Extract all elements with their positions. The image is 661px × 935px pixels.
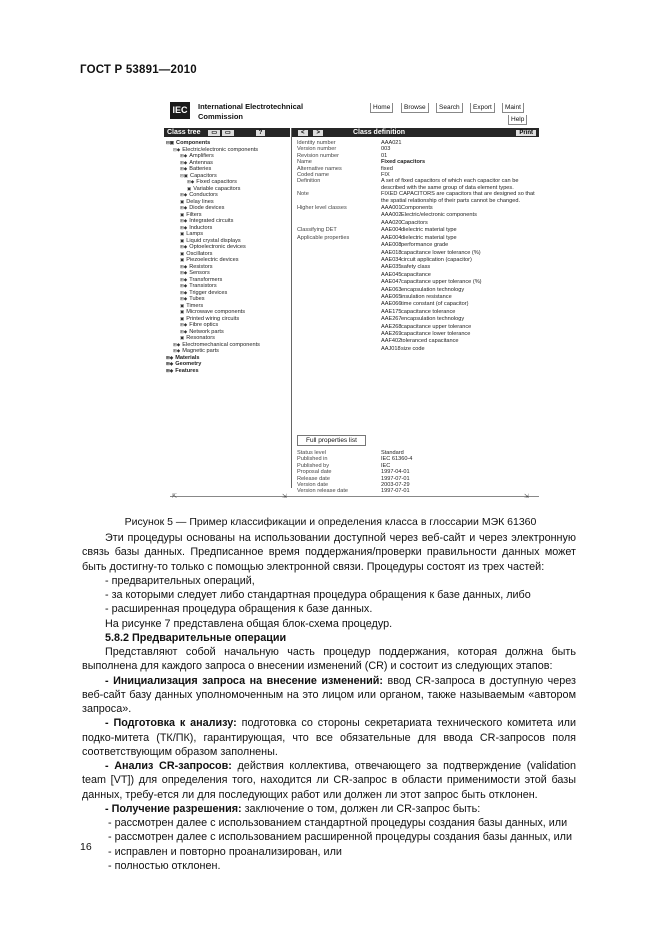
applicable-property-code[interactable]: AAE269	[381, 330, 402, 337]
nav-maint[interactable]: Maint	[502, 103, 524, 113]
tree-node-label: Transistors	[189, 283, 217, 289]
tree-node-label: Fibre optics	[189, 322, 219, 328]
applicable-property-label	[297, 301, 377, 308]
tree-node-label: Lamps	[186, 231, 204, 237]
applicable-property-name: insulation resistance	[401, 293, 452, 300]
field-label: Version number	[297, 146, 337, 153]
tree-node-label: Timers	[186, 302, 204, 309]
tree-node-icon: ▣	[187, 185, 192, 191]
list-item: - рассмотрен далее с использованием стандартной процедуры создания базы данных, или	[108, 817, 568, 829]
applicable-property-name: dielectric material type	[401, 234, 457, 241]
applicable-property-label	[297, 272, 377, 279]
page-number: 16	[80, 841, 92, 853]
tree-node-label: Batteries	[189, 166, 212, 172]
list-item: - полностью отклонен.	[108, 859, 221, 872]
tree-node-label: Diode devices	[189, 205, 225, 211]
higher-class-name: Electric/electronic components	[401, 212, 477, 219]
tree-node-label: Printed wiring circuits	[186, 315, 240, 322]
tree-node-icon: ⊞◆	[180, 159, 188, 165]
applicable-property-name: capacitance	[401, 271, 431, 278]
classifying-det-label: Classifying DET	[297, 227, 337, 234]
applicable-property-code[interactable]: AAF402	[381, 338, 402, 345]
tree-node-label: Trigger devices	[189, 289, 228, 296]
applicable-property-code[interactable]: AAE175	[381, 308, 402, 315]
applicable-property-label	[297, 324, 377, 331]
tree-node-label: Resonators	[186, 335, 215, 341]
panel-divider	[291, 128, 292, 488]
applicable-property-code[interactable]: AAE008	[381, 242, 402, 249]
tree-node-icon: ⊟▣	[180, 172, 189, 178]
applicable-property-name: capacitance lower tolerance	[401, 330, 471, 337]
tree-node-icon: ⊞◆	[180, 224, 188, 230]
tree-node-icon: ▣	[180, 302, 185, 308]
list-item: - расширенная процедура обращения к базе данных.	[105, 603, 373, 616]
tree-node-label: Microwave components	[186, 309, 246, 315]
tree-node-icon: ▣	[180, 315, 185, 321]
tree-node-icon: ⊞◆	[180, 205, 188, 210]
applicable-property-label	[297, 338, 377, 345]
tree-node-label: Oscillators	[186, 250, 213, 257]
applicable-property-label	[297, 250, 377, 257]
tree-node-label: Capacitors	[190, 172, 217, 179]
field-value: 01	[381, 152, 388, 159]
status-label: Published by	[297, 462, 330, 469]
applicable-property-code[interactable]: AAE047	[381, 279, 402, 286]
tree-node-icon: ⊞◆	[180, 153, 188, 158]
tree-node-label: Sensors	[189, 270, 210, 276]
tree-node-icon: ⊟◆	[173, 146, 181, 152]
status-label: Version date	[297, 482, 329, 489]
tree-node-icon: ⊞◆	[180, 263, 188, 269]
print-button[interactable]: Print	[516, 130, 536, 136]
tree-collapse-button[interactable]: ▭	[222, 130, 234, 136]
stage-preparation: - Подготовка к анализу: подготовка со стороны секретариата технического комитета или подко-митета (ТК/ПК), гарантирующая, что все обязательные для ввода CR-запросов поля соответствующим образом заполнены.	[82, 717, 576, 758]
scroll-left-icon[interactable]: ⇱	[172, 494, 178, 500]
figure-caption: Рисунок 5 — Пример классификации и определения класса в глоссарии МЭК 61360	[124, 516, 537, 528]
tree-node-icon: ⊞◆	[180, 244, 188, 249]
tree-node-label: Geometry	[175, 361, 202, 367]
applicable-property-label: Applicable properties	[297, 234, 350, 241]
tree-node-icon: ⊞◆	[180, 166, 188, 171]
applicable-property-label	[297, 309, 377, 316]
tree-node[interactable]	[166, 368, 290, 375]
status-label: Published in	[297, 456, 328, 463]
stage-permission: - Получение разрешения: заключение о том, должен ли CR-запрос быть:	[105, 802, 481, 815]
nav-search[interactable]: Search	[436, 103, 463, 113]
list-item: - исправлен и повторно проанализирован, или	[108, 845, 342, 858]
tree-node-label: Integrated circuits	[189, 218, 234, 224]
tree-node-label: Electromechanical components	[182, 341, 260, 348]
field-value: fixed	[381, 165, 393, 172]
field-value: A set of fixed capacitors of which each capacitor can be described with the same group of data element types.	[381, 178, 519, 191]
paragraph-intro: Эти процедуры основаны на использовании доступной через веб-сайт и через электронную связь базы данных. Предписанное время поддержания/проверки правильности данных может быть достигну-то только с помощью электронной связи. Процедуры состоят из трех частей:	[82, 532, 576, 573]
status-value: Standard	[381, 450, 404, 456]
tree-node-icon: ⊟▣	[166, 140, 175, 145]
applicable-property-code[interactable]: AAE045	[381, 271, 402, 278]
applicable-property-name: capacitance upper tolerance (%)	[401, 279, 482, 286]
tree-node-label: Optoelectronic devices	[189, 244, 246, 250]
applicable-property-name: capacitance tolerance	[401, 308, 456, 315]
tree-node-icon: ⊞◆	[180, 276, 188, 282]
tree-node-icon: ▣	[180, 198, 185, 204]
tree-node-label: Features	[175, 367, 199, 374]
field-value: FIXED CAPACITORS are capacitors that are designed so that the spatial relationship of their parts cannot be changed.	[381, 191, 535, 204]
applicable-property-label	[297, 294, 377, 301]
next-class-button[interactable]: >	[313, 130, 323, 136]
tree-node-icon: ▣	[180, 237, 185, 243]
higher-class-label: Higher level classes	[297, 205, 347, 212]
status-field	[297, 488, 537, 494]
higher-class-name: Capacitors	[401, 219, 428, 226]
tree-node-label: Tubes	[189, 296, 205, 302]
applicable-property-name: encapsulation technology	[401, 286, 465, 293]
field-label: Name	[297, 159, 312, 166]
tree-node-label: Transformers	[189, 276, 223, 283]
applicable-property-code[interactable]: AAE268	[381, 323, 402, 330]
status-label: Proposal date	[297, 469, 332, 476]
applicable-property-label	[297, 257, 377, 264]
tree-node-label: Electric/electronic components	[182, 146, 259, 153]
class-definition-header	[292, 128, 539, 137]
tree-node-icon: ▣	[180, 309, 185, 314]
class-definition-title: Class definition	[352, 129, 406, 136]
status-label: Version release date	[297, 488, 348, 495]
figure-screenshot	[164, 98, 539, 507]
stage-analysis: - Анализ CR-запросов: действия коллектива, отвечающего за подтверждение (validation team [VT]) для определения того, находится ли CR-запрос в области применимости этой базы данных, требу-ется ли для последующих работ или должен ли этот запрос быть отклонен.	[82, 760, 576, 801]
tree-node-label: Variable capacitors	[193, 185, 241, 192]
list-item: - рассмотрен далее с использованием расширенной процедуры создания базы данных, или	[108, 831, 573, 844]
tree-node-label: Resistors	[189, 263, 213, 270]
applicable-property-name: circuit application (capacitor)	[401, 256, 472, 263]
applicable-property-label	[297, 264, 377, 271]
class-relations	[297, 205, 537, 353]
higher-class-label	[297, 220, 377, 227]
tree-node-icon: ⊞◆	[166, 354, 174, 360]
body-text	[82, 531, 576, 873]
class-tree-header	[164, 128, 290, 137]
tree-node-icon: ⊞◆	[180, 289, 188, 295]
tree-node-icon: ⊞◆	[180, 192, 188, 197]
nav-browse[interactable]: Browse	[401, 103, 429, 113]
paragraph-figure-ref: На рисунке 7 представлена общая блок-схема процедур.	[105, 617, 393, 630]
tree-node-label: Delay lines	[186, 198, 214, 205]
field-label: Definition	[297, 178, 321, 185]
applicable-property-name: performance grade	[401, 242, 449, 249]
higher-class-label	[297, 212, 377, 219]
organization-name: International Electrotechnical Commission	[198, 102, 304, 121]
section-heading: 5.8.2 Предварительные операции	[105, 631, 287, 644]
tree-node-label: Inductors	[189, 224, 213, 231]
tree-node-icon: ⊞◆	[180, 283, 188, 288]
applicable-property-name: size code	[401, 345, 425, 352]
status-label: Release date	[297, 475, 330, 482]
field-label: Note	[297, 191, 309, 198]
status-value: IEC 61360-4	[381, 456, 413, 463]
scroll-corner-icon[interactable]: ⇲	[524, 494, 530, 500]
stage-initialization: - Инициализация запроса на внесение изменений: ввод CR-запроса в доступную через веб-сайт базу данных уполномоченным на это лицом или органом, также называемым «автором запроса».	[82, 674, 576, 715]
classifying-det-name: dielectric material type	[401, 227, 457, 234]
field-label: Identity number	[297, 140, 336, 146]
scroll-right-icon[interactable]: ⇲	[282, 494, 288, 500]
tree-expand-button[interactable]: ▭	[208, 130, 220, 136]
bottom-scrollbar[interactable]	[170, 496, 539, 497]
status-value: IEC	[381, 462, 391, 469]
applicable-property-name: safety class	[401, 264, 431, 271]
field-value: FIX	[381, 172, 390, 179]
nav-export[interactable]: Export	[470, 103, 495, 113]
nav-home[interactable]: Home	[370, 103, 393, 113]
tree-node-icon: ⊞◆	[173, 348, 181, 353]
tree-node-icon: ▣	[180, 211, 185, 217]
tree-node-label: Network parts	[189, 328, 224, 335]
status-value: 2003-07-29	[381, 482, 410, 489]
tree-node-label: Magnetic parts	[182, 348, 219, 354]
field-value: AAA021	[381, 140, 402, 146]
status-value: 1997-07-01	[381, 475, 410, 482]
applicable-property-name: capacitance upper tolerance	[401, 323, 472, 330]
class-fields	[297, 140, 537, 204]
tree-node-icon: ▣	[180, 257, 185, 262]
tree-node-label: Piezoelectric devices	[186, 257, 239, 263]
class-tree	[166, 140, 290, 374]
field-label: Coded name	[297, 172, 330, 179]
tree-node-label: Filters	[186, 211, 202, 218]
field-label: Alternative names	[297, 165, 342, 172]
prev-class-button[interactable]: <	[298, 130, 308, 136]
applicable-property-label	[297, 242, 377, 249]
document-header: ГОСТ Р 53891—2010	[80, 64, 197, 76]
iec-logo: IEC	[170, 102, 190, 119]
tree-node-icon: ▣	[180, 335, 185, 340]
tree-node-icon: ⊞◆	[180, 296, 188, 301]
tree-node-label: Amplifiers	[189, 153, 214, 159]
list-item: - предварительных операций,	[105, 574, 255, 587]
field-value: Fixed capacitors	[381, 159, 426, 166]
tree-node-label: Antennas	[189, 159, 213, 166]
paragraph-preliminary: Представляют собой начальную часть процедур поддержания, которая должна быть выполнена для каждого запроса о внесении изменений (CR) и состоит из следующих этапов:	[82, 646, 576, 673]
parts-list	[82, 574, 576, 617]
tree-node-label: Conductors	[189, 192, 218, 198]
list-item: - за которыми следует либо стандартная процедура обращения к базе данных, либо	[105, 589, 531, 601]
applicable-property-code[interactable]: AAE004	[381, 234, 402, 241]
applicable-property-name: time constant (of capacitor)	[401, 301, 469, 308]
applicable-property-label	[297, 316, 377, 323]
applicable-property-code[interactable]: AAE063	[381, 286, 402, 293]
class-field	[297, 191, 537, 204]
applicable-property-name: capacitance lower tolerance (%)	[401, 249, 481, 256]
applicable-property-code[interactable]: AAE035	[381, 264, 402, 271]
tree-help-button[interactable]: ?	[256, 130, 266, 136]
full-properties-list-button[interactable]: Full properties list	[297, 435, 366, 446]
applicable-property-label	[297, 287, 377, 294]
classifying-det-code[interactable]: AAE004	[381, 227, 402, 234]
class-definition-panel	[297, 140, 537, 353]
applicable-property-name: encapsulation technology	[401, 316, 465, 323]
tree-node-icon: ⊞◆	[180, 322, 188, 327]
nav-help[interactable]: Help	[508, 115, 527, 125]
tree-node-icon: ⊞◆	[180, 218, 188, 223]
tree-node-icon: ⊞◆	[180, 328, 188, 334]
tree-node-icon: ▣	[180, 250, 185, 256]
tree-node-icon: ⊞◆	[173, 341, 181, 347]
applicable-property-code[interactable]: AAE066	[381, 301, 402, 308]
decision-list	[82, 816, 576, 873]
higher-class-code[interactable]: AAA002	[381, 212, 402, 219]
higher-class-code[interactable]: AAA001	[381, 205, 402, 212]
class-tree-title: Class tree	[167, 129, 201, 136]
applicable-property-code[interactable]: AAE065	[381, 293, 402, 300]
field-value: 003	[381, 146, 391, 153]
class-field	[297, 178, 537, 191]
applicable-property-code[interactable]: AAE018	[381, 249, 402, 256]
tree-node-label: Materials	[175, 354, 200, 361]
applicable-property-code[interactable]: AAE034	[381, 256, 402, 263]
tree-node-icon: ⊞◆	[187, 179, 195, 184]
tree-node-icon: ▣	[180, 231, 185, 236]
tree-node-label: Fixed capacitors	[196, 179, 237, 185]
status-value: 1997-07-01	[381, 488, 410, 495]
tree-node-label: Liquid crystal displays	[186, 237, 241, 244]
applicable-property-label	[297, 279, 377, 286]
higher-class-code[interactable]: AAA020	[381, 219, 402, 226]
applicable-property-name: toleranced capacitance	[401, 338, 459, 345]
applicable-property-code[interactable]: AAJ018	[381, 345, 401, 352]
applicable-property-label	[297, 331, 377, 338]
field-label: Revision number	[297, 152, 339, 159]
status-value: 1997-04-01	[381, 469, 410, 476]
tree-node-icon: ⊞◆	[166, 367, 174, 373]
status-label: Status level	[297, 450, 326, 456]
status-info	[297, 450, 537, 495]
tree-node-icon: ⊞◆	[166, 361, 174, 366]
applicable-property-label	[297, 346, 377, 353]
tree-node-icon: ⊞◆	[180, 270, 188, 275]
higher-class-name: Components	[401, 205, 433, 212]
tree-node-label: Components	[176, 140, 211, 146]
applicable-property-code[interactable]: AAE267	[381, 316, 402, 323]
